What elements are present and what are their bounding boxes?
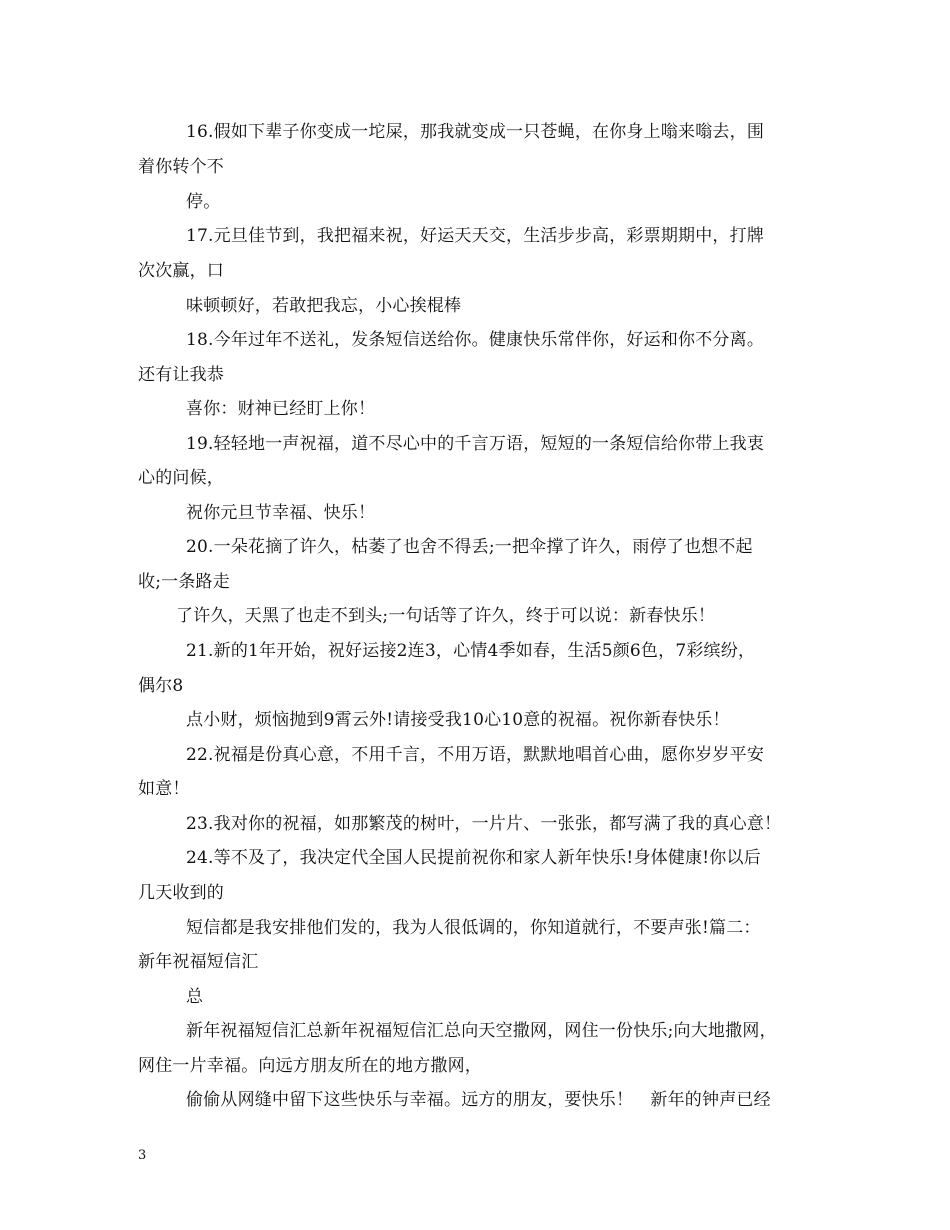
text-line: 短信都是我安排他们发的，我为人很低调的，你知道就行，不要声张!篇二： xyxy=(186,918,761,938)
text-line: 总 xyxy=(186,987,204,1007)
text-line: 18.今年过年不送礼，发条短信送给你。健康快乐常伴你，好运和你不分离。 xyxy=(186,330,765,350)
text-line: 几天收到的 xyxy=(138,883,224,903)
text-line: 21.新的1年开始，祝好运接2连3，心情4季如春，生活5颜6色，7彩缤纷， xyxy=(186,641,756,661)
page-number: 3 xyxy=(138,1148,147,1163)
text-line: 祝你元旦节幸福、快乐！ xyxy=(186,503,376,523)
text-line: 新年祝福短信汇 xyxy=(138,952,259,972)
text-line: 点小财，烦恼抛到9霄云外!请接受我10心10意的祝福。祝你新春快乐！ xyxy=(186,710,730,730)
text-line: 味顿顿好，若敢把我忘，小心挨棍棒 xyxy=(186,296,462,316)
text-line: 网住一片幸福。向远方朋友所在的地方撒网， xyxy=(138,1056,482,1076)
text-line: 24.等不及了，我决定代全国人民提前祝你和家人新年快乐!身体健康!你以后 xyxy=(186,848,761,868)
text-line: 偷偷从网缝中留下这些快乐与幸福。远方的朋友，要快乐！ 新年的钟声已经 xyxy=(186,1090,771,1110)
text-line: 心的问候， xyxy=(138,468,224,488)
text-line: 了许久，天黑了也走不到头;一句话等了许久，终于可以说：新春快乐！ xyxy=(176,606,716,626)
text-line: 还有让我恭 xyxy=(138,365,224,385)
text-line: 22.祝福是份真心意，不用千言，不用万语，默默地唱首心曲，愿你岁岁平安 xyxy=(186,745,765,765)
text-line: 19.轻轻地一声祝福，道不尽心中的千言万语，短短的一条短信给你带上我衷 xyxy=(186,434,765,454)
text-line: 着你转个不 xyxy=(138,157,224,177)
text-line: 20.一朵花摘了许久，枯萎了也舍不得丢;一把伞撑了许久，雨停了也想不起 xyxy=(186,537,753,557)
text-line: 17.元旦佳节到，我把福来祝，好运天天交，生活步步高，彩票期期中，打牌 xyxy=(186,226,765,246)
text-line: 16.假如下辈子你变成一坨屎，那我就变成一只苍蝇，在你身上嗡来嗡去，围 xyxy=(186,122,765,142)
text-line: 23.我对你的祝福，如那繁茂的树叶，一片片、一张张，都写满了我的真心意！ xyxy=(186,814,782,834)
text-line: 次次赢，口 xyxy=(138,261,224,281)
text-line: 如意！ xyxy=(138,779,190,799)
text-line: 喜你：财神已经盯上你！ xyxy=(186,399,376,419)
text-line: 停。 xyxy=(186,192,221,212)
text-line: 偶尔8 xyxy=(138,676,184,696)
text-line: 新年祝福短信汇总新年祝福短信汇总向天空撒网，网住一份快乐;向大地撒网， xyxy=(186,1021,777,1041)
text-line: 收;一条路走 xyxy=(138,572,230,592)
